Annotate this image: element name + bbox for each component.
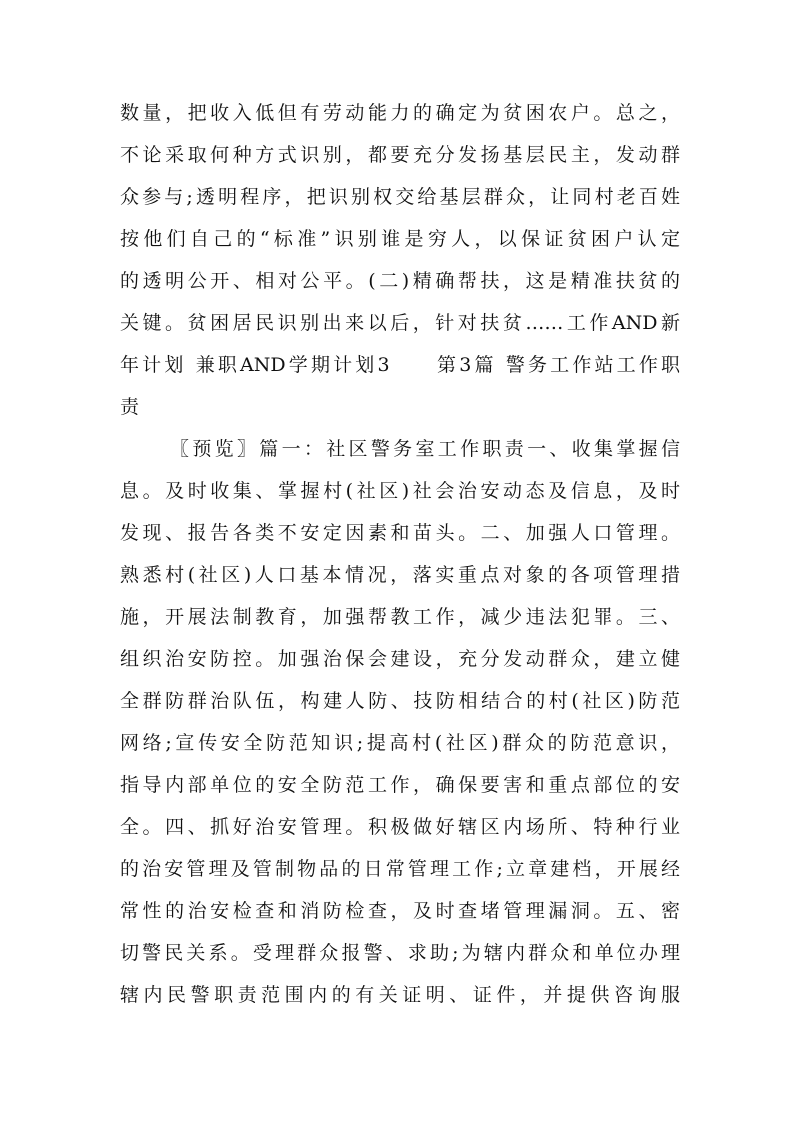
text-line: 的治安管理及管制物品的日常管理工作;立章建档，开展经: [120, 858, 680, 880]
text-line: 数量，把收入低但有劳动能力的确定为贫困农户。总之，: [120, 102, 680, 124]
text-line: 辖内民警职责范围内的有关证明、证件，并提供咨询服: [120, 984, 680, 1006]
text-line: 的透明公开、相对公平。(二)精确帮扶，这是精准扶贫的: [120, 270, 680, 292]
text-line: 常性的治安检查和消防检查，及时查堵管理漏洞。五、密: [120, 900, 680, 922]
text-line: 施，开展法制教育，加强帮教工作，减少违法犯罪。三、: [120, 606, 680, 628]
text-line: 指导内部单位的安全防范工作，确保要害和重点部位的安: [120, 774, 680, 796]
text-line: 网络;宣传安全防范知识;提高村(社区)群众的防范意识，: [120, 732, 680, 754]
text-line: 不论采取何种方式识别，都要充分发扬基层民主，发动群: [120, 144, 680, 166]
text-line: 责: [120, 396, 140, 418]
text-line: 按他们自己的“标准”识别谁是穷人，以保证贫困户认定: [120, 228, 680, 250]
paragraph-1: [120, 92, 680, 428]
text-line: 组织治安防控。加强治保会建设，充分发动群众，建立健: [120, 648, 680, 670]
text-line: 众参与;透明程序，把识别权交给基层群众，让同村老百姓: [120, 186, 680, 208]
text-line: 熟悉村(社区)人口基本情况，落实重点对象的各项管理措: [120, 564, 680, 586]
text-line: 关键。贫困居民识别出来以后，针对扶贫……工作AND新: [120, 312, 680, 334]
text-line: 息。及时收集、掌握村(社区)社会治安动态及信息，及时: [120, 480, 680, 502]
text-line-indented: 〖预览〗篇一：社区警务室工作职责一、收集掌握信: [170, 438, 680, 460]
text-line: 全群防群治队伍，构建人防、技防相结合的村(社区)防范: [120, 690, 680, 712]
text-line: 切警民关系。受理群众报警、求助;为辖内群众和单位办理: [120, 942, 680, 964]
text-line: 年计划 兼职AND学期计划3 第3篇 警务工作站工作职: [120, 354, 680, 376]
paragraph-2: [120, 428, 680, 1016]
text-line: 发现、报告各类不安定因素和苗头。二、加强人口管理。: [120, 522, 680, 544]
text-line: 全。四、抓好治安管理。积极做好辖区内场所、特种行业: [120, 816, 680, 838]
